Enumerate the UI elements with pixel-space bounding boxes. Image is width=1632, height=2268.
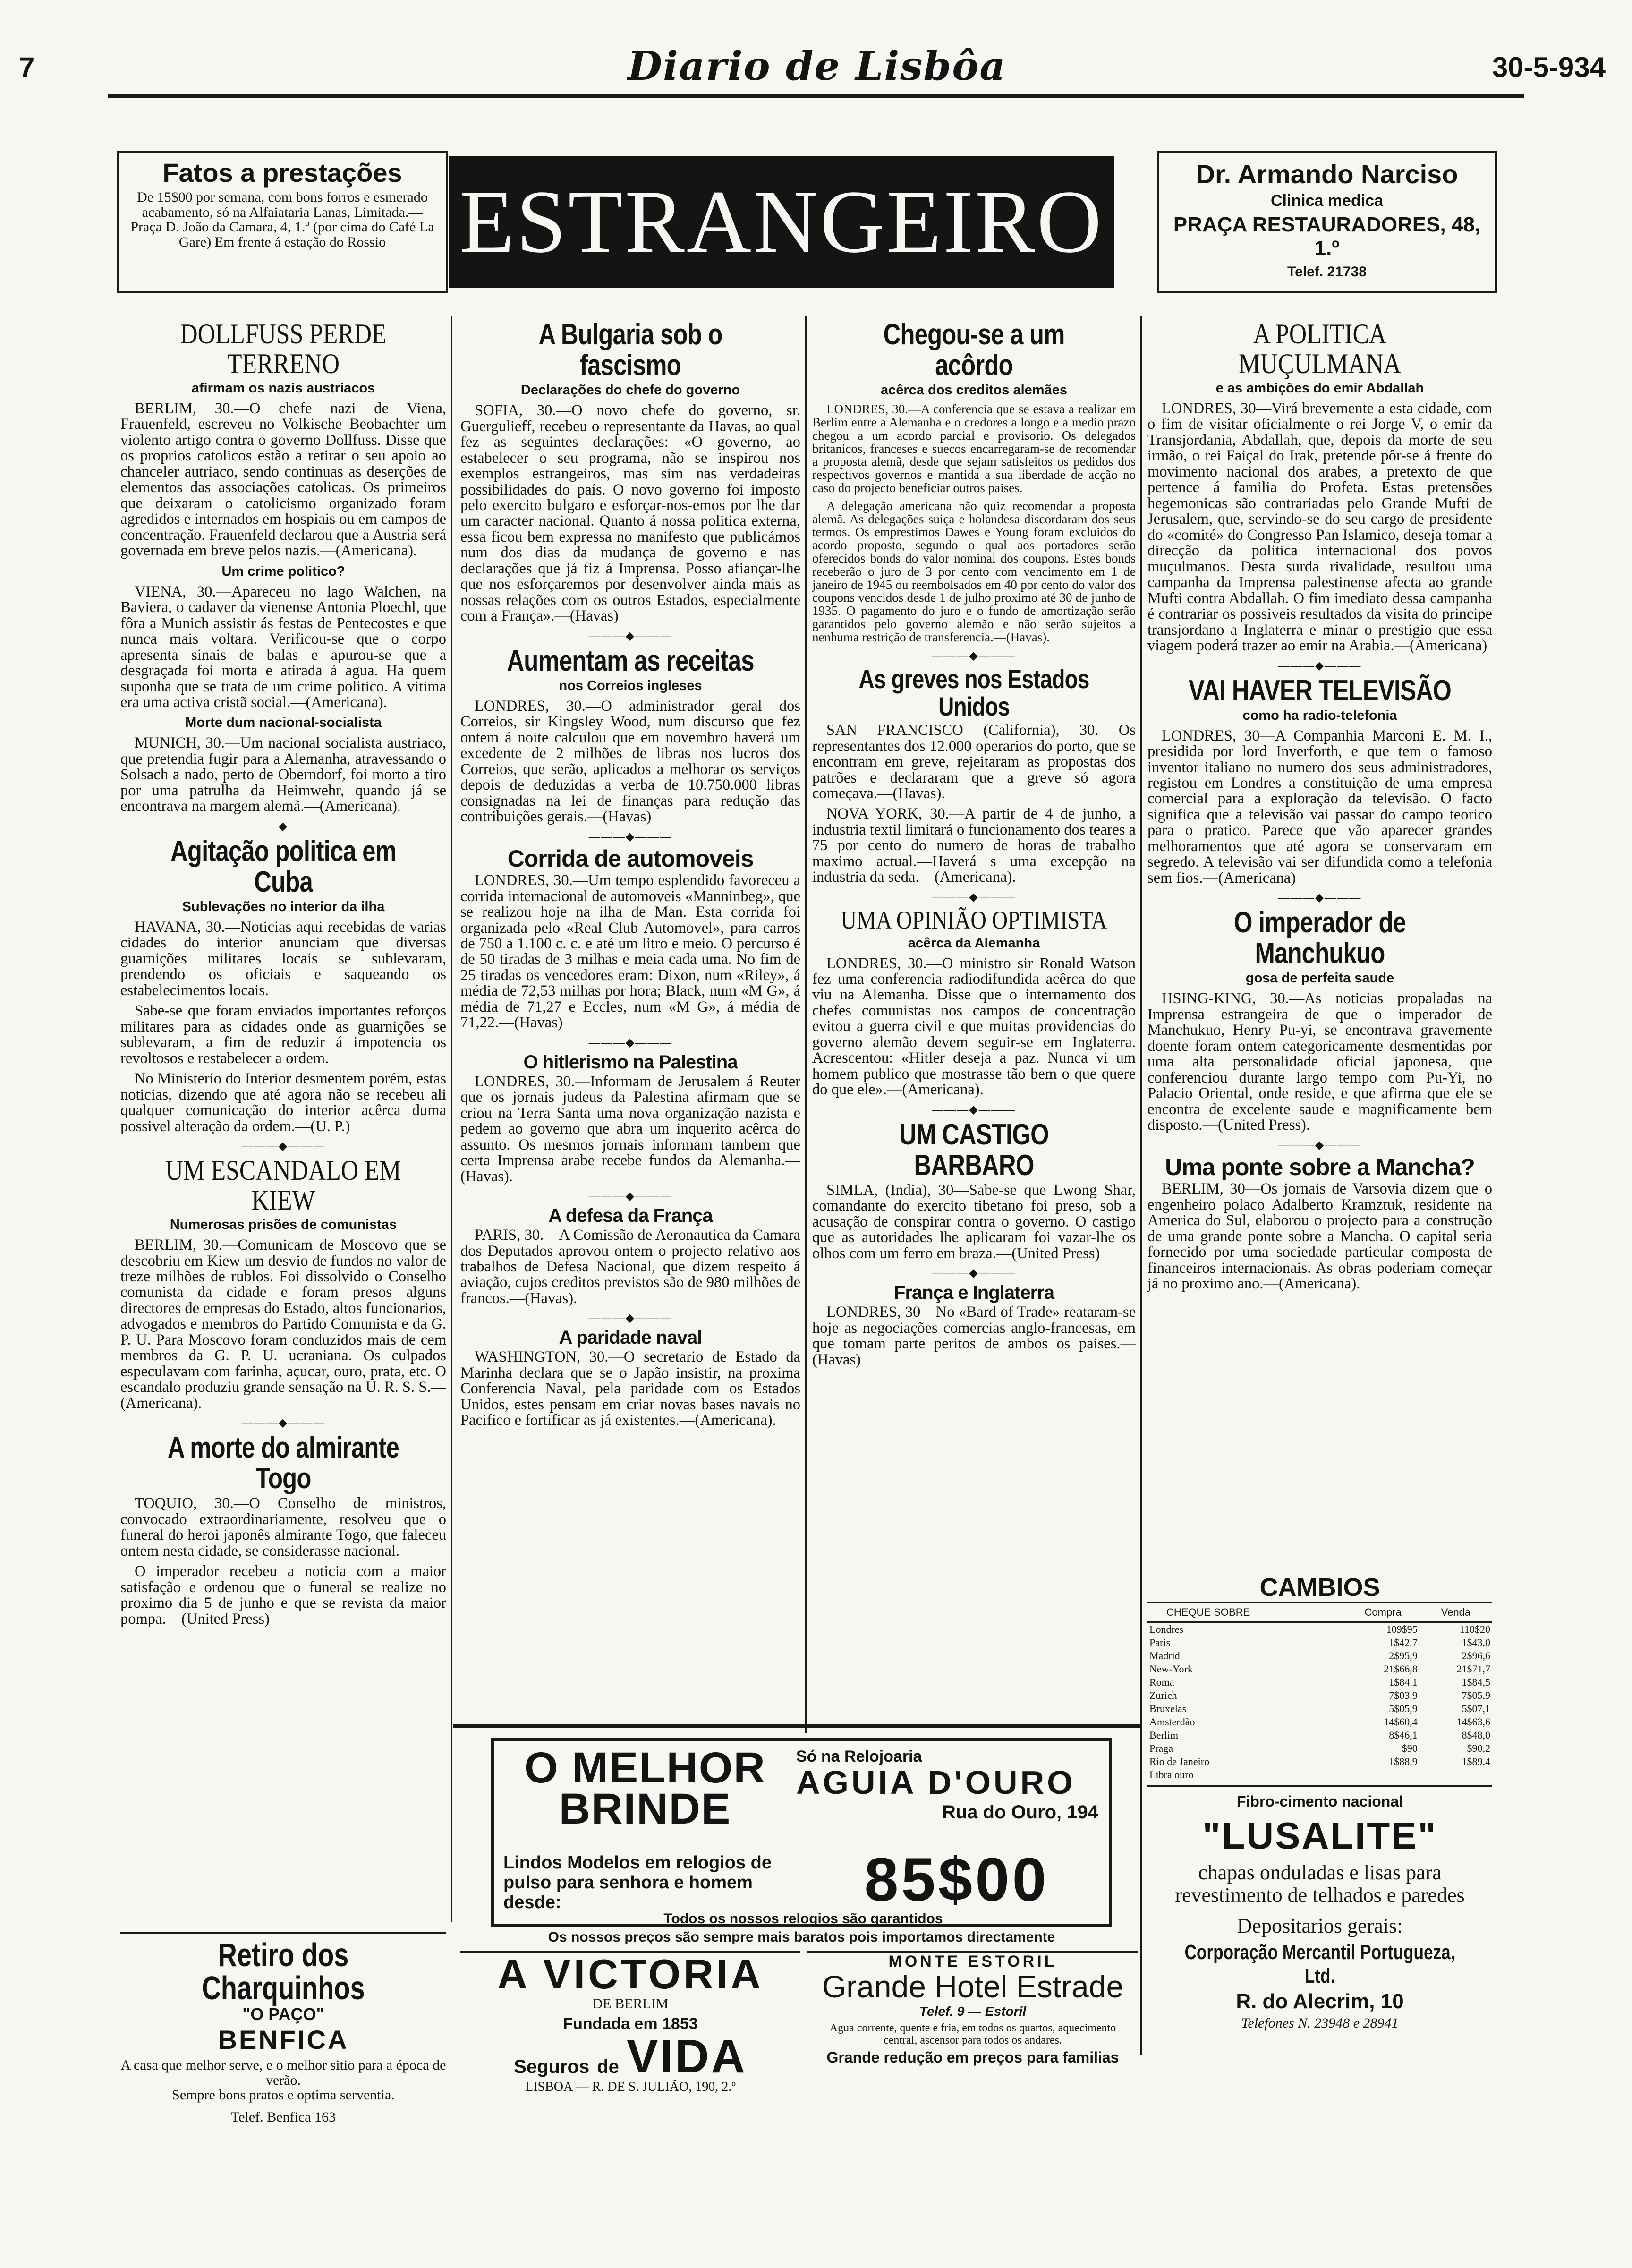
separator: ———◆——— xyxy=(241,1140,325,1153)
ad-relojoaria-address: Rua do Ouro, 194 xyxy=(942,1802,1098,1823)
separator: ———◆——— xyxy=(588,630,672,642)
cambios-row xyxy=(1148,1689,1492,1702)
cambios-row xyxy=(1148,1649,1492,1663)
headline: As greves nos Estados Unidos xyxy=(858,664,1089,722)
separator: ———◆——— xyxy=(588,1312,672,1325)
cambios-venda: 5$07,1 xyxy=(1462,1703,1490,1714)
headline: A morte do almirante Togo xyxy=(167,1432,400,1495)
article-body: SIMLA, (India), 30—Sabe-se que Lwong Shar, comandante do exercito tibetano foi preso, sob a acusação de conspirar contra o governo. O castigo que as autoridades lhe aplicaram foi vazar-lhe os olhos com um ferro em braza.—(United Press) xyxy=(812,1181,1136,1262)
article-body: MUNICH, 30.—Um nacional socialista austriaco, que pretendia fugir para a Alemanha, atravessando o Solsach a nado, perto de Oberndorf, foi morto a tiro por uma patrulha da Heimwehr, quando já se encontrava na margem alemã.—(Americana). xyxy=(120,734,446,815)
ad-charquinhos-body1: A casa que melhor serve, e o melhor sitio para a época de verão. xyxy=(120,2057,446,2088)
headline: Chegou-se a um acôrdo xyxy=(883,318,1065,382)
cambios-city: Praga xyxy=(1149,1742,1173,1754)
ad-lusalite-phones: Telefones N. 23948 e 28941 xyxy=(1241,2015,1399,2031)
ad-victoria-name: A VICTORIA xyxy=(497,1951,764,1997)
cambios-row xyxy=(1148,1768,1492,1782)
subheadline: Um crime politico? xyxy=(221,563,345,579)
cambios-compra: 7$03,9 xyxy=(1389,1689,1418,1701)
page-number: 7 xyxy=(19,51,35,83)
cambios-venda: 110$20 xyxy=(1459,1623,1490,1635)
column-rule-3 xyxy=(1140,316,1142,2055)
cambios-venda: 1$84,5 xyxy=(1462,1676,1490,1688)
ad-estoril-promo: Grande redução em preços para familias xyxy=(826,2048,1119,2066)
separator: ———◆——— xyxy=(241,1417,325,1430)
cambios-row xyxy=(1148,1676,1492,1689)
cambios-city: New-York xyxy=(1149,1663,1193,1675)
cambios-venda: $90,2 xyxy=(1467,1742,1490,1754)
headline: A POLITICA MUÇULMANA xyxy=(1238,318,1402,379)
separator: ———◆——— xyxy=(932,1267,1016,1280)
headline: UMA OPINIÃO OPTIMISTA xyxy=(841,905,1107,934)
article-defesa-franca xyxy=(460,1206,800,1306)
ad-estoril-tel: Telef. 9 — Estoril xyxy=(919,2004,1027,2019)
headline: A defesa da França xyxy=(548,1205,713,1227)
cambios-compra: 1$88,9 xyxy=(1389,1756,1418,1767)
cambios-table xyxy=(1148,1602,1492,1782)
article-body: PARIS, 30.—A Comissão de Aeronautica da Camara dos Deputados aprovou ontem o projecto relativo aos trabalhos de Defesa Nacional, que dizem respeito á aviação, cujos creditos previstos são de 980 milhões de francos.—(Havas). xyxy=(460,1227,800,1307)
subheadline: Numerosas prisões de comunistas xyxy=(170,1217,397,1233)
column-3 xyxy=(812,316,1136,1729)
headline: Corrida de automoveis xyxy=(507,845,754,872)
headline: Agitação politica em Cuba xyxy=(170,835,397,898)
ad-charquinhos-title: Retiro dos Charquinhos xyxy=(202,1936,365,2006)
headline: UM CASTIGO BARBARO xyxy=(899,1118,1049,1182)
ad-lusalite-address: R. do Alecrim, 10 xyxy=(1236,1989,1404,2013)
separator: ———◆——— xyxy=(932,1103,1016,1116)
separator: ———◆——— xyxy=(588,830,672,843)
cambios-city: Bruxelas xyxy=(1149,1703,1187,1714)
cambios-row xyxy=(1148,1715,1492,1729)
ad-estoril-name: Grande Hotel Estrade xyxy=(822,1969,1124,2004)
article-manchukuo xyxy=(1148,907,1492,1133)
masthead-rule xyxy=(108,94,1524,98)
article-body: VIENA, 30.—Apareceu no lago Walchen, na Baviera, o cadaver da vienense Antonia Ploechl, que fôra a Munich assistir ás festas de Pentecostes e que nunca mais voltara. Verificou-se que o corpo apresenta sinais de balas e apurou-se que a desgraçada foi morta e atirada á agua. Ha quem suponha que se trata de um crime politico. A vitima era uma activa cristã social.—(Americana). xyxy=(120,583,446,711)
article-opiniao xyxy=(812,907,1136,1098)
column-4 xyxy=(1148,316,1492,1606)
article-body: LONDRES, 30.—A conferencia que se estava a realizar em Berlim entre a Alemanha e o credores a longo e a medio prazo chegou a um acordo parcial e provisorio. Os delegados britanicos, franceses e suecos encarregaram-se de recomendar a proposta alemã, desde que sejam satisfeitos os pedidos dos respectivos governos e mantida a sua liberdade de acção no caso do projecto beneficiar outros paises. xyxy=(812,402,1136,495)
article-bulgaria xyxy=(460,319,800,624)
cambios-city: Berlim xyxy=(1149,1729,1179,1741)
article-palestina xyxy=(460,1052,800,1185)
ad-victoria-seguros: Seguros xyxy=(514,2056,590,2078)
ad-victoria-vida: VIDA xyxy=(626,2030,747,2083)
article-body: HAVANA, 30.—Noticias aqui recebidas de varias cidades do interior anunciam que diversas guarnições militares locais se sublevaram, prendendo os oficiais e saqueando os estabelecimentos locais. xyxy=(120,918,446,999)
cambios-city: Libra ouro xyxy=(1149,1769,1194,1781)
separator: ———◆——— xyxy=(932,649,1016,662)
headline: UM ESCANDALO EM KIEW xyxy=(165,1155,401,1216)
article-politica-muculmana xyxy=(1148,319,1492,654)
article-body: LONDRES, 30.—Um tempo esplendido favoreceu a corrida internacional de automoveis «Manninbeg», que se realizou hoje na ilha de Man. Esta corrida foi organizada pelo «Real Club Automovel», para carros de 750 a 1.100 c. c. e até um litro e meio. O percurso é de 50 tiradas de 3 milhas e meia cada uma. No fim de 25 tiradas os vencedores eram: Dixon, num «Riley», á média de 72,53 milhas por hora; Black, num «M G», á média de 71,27 e Eccles, num «M G», á média de 71,22.—(Havas) xyxy=(460,872,800,1032)
ad-dr-narciso xyxy=(1157,151,1497,293)
cambios-row xyxy=(1148,1729,1492,1742)
article-body: LONDRES, 30.—O administrador geral dos Correios, sir Kingsley Wood, num discurso que fez ontem á noite calculou que em novembro haverá um excedente de 2 milhões de libras nos lucros dos Correios, que serão, aplicados a melhorar os serviços depois de deduzidas a verba de 10.750.000 libras consignadas na lei de finanças para redução das contribuições gerais.—(Havas) xyxy=(460,697,800,826)
column-rule-1 xyxy=(451,316,452,1922)
ad-lusalite-name: "LUSALITE" xyxy=(1202,1815,1437,1857)
article-body: LONDRES, 30—No «Bard of Trade» reataram-se hoje as negociações comercias anglo-francesas, em que tomam parte peritos de ambos os paises.—(Havas) xyxy=(812,1304,1136,1368)
ad-narciso-line1: Clinica medica xyxy=(1270,191,1384,210)
ad-lusalite xyxy=(1148,1785,1492,2088)
ad-victoria xyxy=(460,1951,800,2095)
article-body: Sabe-se que foram enviados importantes reforços militares para as cidades onde as guarnições se sublevaram, a fim de reduzir á impotencia os revoltosos e restabelecer a ordem. xyxy=(120,1002,446,1067)
article-body: SOFIA, 30.—O novo chefe do governo, sr. Guergulieff, recebeu o representante da Havas, ao qual fez as seguintes declarações:—«O governo, ao estabelecer o seu programa, não se inspirou nos exemplos estrangeiros, mas sim nas verdadeiras possibilidades do país. O novo governo foi imposto pelo exercito bulgaro e esforçar-nos-emos por lhe dar um caracter nacional. Quanto á nossa politica externa, essa ficou bem expressa no manifesto que publicámos num dos dias da mudança de governo e nas declarações que já fiz á Imprensa. Posso afiançar-lhe que nos esforçaremos por desenvolver ainda mais as nossas relações com os outros Estados, especialmente com a França».—(Havas) xyxy=(460,402,800,625)
separator: ———◆——— xyxy=(588,1036,672,1049)
article-receitas xyxy=(460,646,800,825)
ad-victoria-line1: DE BERLIM xyxy=(592,1996,669,2012)
article-body: No Ministerio do Interior desmentem porém, estas noticias, dizendo que até agora não se recebeu ali qualquer comunicação do interior acêrca duma possivel alteração da ordem.—(U. P.) xyxy=(120,1070,446,1135)
article-greves xyxy=(812,665,1136,886)
headline: VAI HAVER TELEVISÃO xyxy=(1189,674,1451,707)
separator: ———◆——— xyxy=(1278,892,1362,904)
ad-relojoaria-footer2: Os nossos preços são sempre mais baratos pois importamos directamente xyxy=(548,1929,1055,1945)
article-televisao xyxy=(1148,675,1492,887)
cambios-row xyxy=(1148,1702,1492,1715)
cambios-title: CAMBIOS xyxy=(1259,1573,1380,1602)
ad-hotel-estrade xyxy=(808,1951,1138,2088)
cambios-city: Londres xyxy=(1149,1623,1184,1635)
issue-date: 30-5-934 xyxy=(1492,51,1606,83)
article-body: LONDRES, 30—A Companhia Marconi E. M. I., presidida por lord Inverforth, e que tem o famoso inventor italiano no numero dos seus administradores, registou em Londres a constituição de uma empresa comercial para a exploração da televisão. O facto significa que a televisão vai passar do campo teorico para o pratico. Parece que vão aparecer grandes melhoramentos que até agora se conservaram em segredo. A televisão vai ser difundida como a telefonia sem fios.—(Americana) xyxy=(1148,727,1492,887)
newspaper-title: Diario de Lisbôa xyxy=(628,43,1006,89)
headline: A Bulgaria sob o fascismo xyxy=(538,318,722,382)
headline: Uma ponte sobre a Mancha? xyxy=(1165,1153,1475,1180)
ad-charquinhos-sub2: BENFICA xyxy=(218,2025,349,2055)
subheadline: Morte dum nacional-socialista xyxy=(185,715,382,731)
article-castigo xyxy=(812,1119,1136,1262)
section-banner: ESTRANGEIRO xyxy=(449,156,1114,288)
cambios-header: CHEQUE SOBRE xyxy=(1148,1603,1347,1622)
cambios-compra: 1$42,7 xyxy=(1389,1637,1418,1648)
article-body: LONDRES, 30.—Informam de Jerusalem á Reuter que os jornais judeus da Palestina afirmam que se criou na Terra Santa uma nova organização nazista e pedem ao governo que abra um inquerito acêrca do assunto. Os mesmos jornais informam tambem que certa Imprensa arabe recebe fundos da Alemanha.—(Havas). xyxy=(460,1073,800,1185)
column-2 xyxy=(460,316,800,1729)
ad-relojoaria xyxy=(491,1738,1112,1927)
cambios-compra: 2$95,9 xyxy=(1389,1650,1418,1662)
subheadline: gosa de perfeita saude xyxy=(1245,971,1394,986)
article-cuba xyxy=(120,836,446,1134)
ad-top-rule xyxy=(453,1724,1140,1728)
cambios-city: Madrid xyxy=(1149,1650,1180,1662)
cambios-header: Venda xyxy=(1420,1603,1492,1622)
ad-fatos-prestacoes xyxy=(117,151,448,293)
cambios-venda: 21$71,7 xyxy=(1456,1663,1490,1675)
subheadline: e as ambições do emir Abdallah xyxy=(1216,381,1424,396)
article-body: WASHINGTON, 30.—O secretario de Estado da Marinha declara que se o Japão insistir, na proxima Conferencia Naval, pela paridade com os Estados Unidos, estes pensam em criar novas bases navais no Pacifico e fortificar as já existentes.—(Americana). xyxy=(460,1348,800,1429)
ad-estoril-body: Agua corrente, quente e fria, em todos os quartos, aquecimento central, ascensor para todos os andares. xyxy=(829,2022,1116,2047)
headline: França e Inglaterra xyxy=(894,1282,1054,1304)
ad-narciso-name: Dr. Armando Narciso xyxy=(1196,159,1458,189)
article-ponte-mancha xyxy=(1148,1155,1492,1292)
article-body: A delegação americana não quiz recomendar a proposta alemã. As delegações suiça e holandesa discordaram dos seus termos. Os emprestimos Dawes e Young foram excluidos do acordo proposto, segundo o qual aos portadores serão oferecidos bonds do valor nominal dos coupons. Estes bonds receberão o juro de 3 por cento com vencimento em 1 de janeiro de 1945 ou reembolsados em 40 por cento do valor dos coupons vencidos desde 1 de julho proximo até 30 de junho de 1935. O pagamento do juro e o fundo de amortização serão garantidos pelo governo alemão e não serão sujeitos a nenhuma restrição de transferencia.—(Havas). xyxy=(812,498,1136,644)
ad-narciso-line2: PRAÇA RESTAURADORES, 48, 1.º xyxy=(1173,213,1481,260)
article-togo xyxy=(120,1432,446,1627)
cambios-compra: 1$84,1 xyxy=(1389,1676,1418,1688)
ad-relojoaria-headline1: O MELHOR xyxy=(524,1744,766,1792)
ad-victoria-line2: Fundada em 1853 xyxy=(563,2015,698,2033)
article-dollfuss xyxy=(120,319,446,815)
column-1 xyxy=(120,316,446,1918)
separator: ———◆——— xyxy=(1278,659,1362,672)
cambios-row xyxy=(1148,1622,1492,1637)
ad-narciso-line3: Telef. 21738 xyxy=(1287,264,1367,280)
headline: A paridade naval xyxy=(559,1327,702,1348)
cambios-compra: 14$60,4 xyxy=(1384,1716,1418,1728)
headline: Aumentam as receitas xyxy=(507,644,754,677)
cambios-table-block xyxy=(1148,1573,1492,1781)
cambios-venda: 7$05,9 xyxy=(1462,1689,1490,1701)
cambios-row xyxy=(1148,1636,1492,1649)
cambios-city: Paris xyxy=(1149,1637,1170,1648)
ad-retiro-charquinhos xyxy=(120,1932,446,2125)
separator: ———◆——— xyxy=(588,1190,672,1203)
separator: ———◆——— xyxy=(932,891,1016,904)
ad-lusalite-top: Fibro-cimento nacional xyxy=(1236,1793,1403,1810)
ad-victoria-address: LISBOA — R. DE S. JULIÃO, 190, 2.º xyxy=(525,2080,736,2095)
separator: ———◆——— xyxy=(1278,1139,1362,1151)
subheadline: Sublevações no interior da ilha xyxy=(182,899,385,914)
ad-charquinhos-tel: Telef. Benfica 163 xyxy=(231,2109,336,2125)
cambios-venda: 1$43,0 xyxy=(1462,1637,1490,1648)
cambios-venda: 2$96,6 xyxy=(1462,1650,1490,1662)
cambios-venda: 8$48,0 xyxy=(1462,1729,1490,1741)
cambios-compra: 5$05,9 xyxy=(1389,1703,1418,1714)
cambios-row xyxy=(1148,1742,1492,1755)
cambios-city: Rio de Janeiro xyxy=(1149,1756,1210,1767)
subheadline: afirmam os nazis austriacos xyxy=(191,381,375,396)
subheadline: como ha radio-telefonia xyxy=(1242,708,1397,723)
ad-estoril-top: MONTE ESTORIL xyxy=(888,1953,1057,1970)
article-body: BERLIM, 30.—O chefe nazi de Viena, Frauenfeld, escreveu no Volkische Beobachter um violento artigo contra o governo Dollfuss. Disse que os proprios catolicos estão a retirar o seu apoio ao chanceler autriaco, sendo continuas as deserções de elementos das associações catolicas. Os primeiros que deixaram o catolicismo organizado foram agredidos e internados em hospiais ou em campos de concentração. Frauenfeld declarou que a Austria será governada em breve pelos nazis.—(Americana). xyxy=(120,400,446,560)
cambios-city: Zurich xyxy=(1149,1689,1177,1701)
cambios-header: Compra xyxy=(1347,1603,1420,1622)
cambios-venda: 14$63,6 xyxy=(1456,1716,1490,1728)
cambios-compra: 21$66,8 xyxy=(1384,1663,1418,1675)
article-body: BERLIM, 30—Os jornais de Varsovia dizem que o engenheiro polaco Adalberto Kramztuk, residente na America do Sul, elaborou o projecto para a construção de uma grande ponte sobre a Mancha. O capital seria fornecido por uma sociedade particular composta de financeiros internacionais. As obras poderiam começar já no proximo ano.—(Americana). xyxy=(1148,1180,1492,1292)
headline: O hitlerismo na Palestina xyxy=(523,1051,738,1073)
headline: O imperador de Manchukuo xyxy=(1233,906,1406,970)
subheadline: acêrca dos creditos alemães xyxy=(881,383,1067,398)
ad-relojoaria-shop-prefix: Só na Relojoaria xyxy=(796,1748,922,1765)
cambios-city: Roma xyxy=(1149,1676,1174,1688)
ad-relojoaria-headline2: BRINDE xyxy=(559,1785,731,1833)
article-body: O imperador recebeu a noticia com a maior satisfação e ordenou que o funeral se realize no proximo dia 5 de junho e que se revista da maior pompa.—(United Press) xyxy=(120,1563,446,1628)
article-body: SAN FRANCISCO (California), 30. Os representantes dos 12.000 operarios do porto, que se encontram em greve, rejeitaram as propostas dos patrões e declararam que a greve só agora começava.—(Havas). xyxy=(812,722,1136,802)
cambios-row xyxy=(1148,1755,1492,1768)
ad-relojoaria-shop-name: AGUIA D'OURO xyxy=(796,1764,1076,1801)
article-body: NOVA YORK, 30.—A partir de 4 de junho, a industria textil limitará o funcionamento dos teares a 75 por cento do numero de horas de trabalho maximo actual.—Haverá s uma excepção na industria da seda.—(Americana). xyxy=(812,805,1136,886)
ad-fatos-title: Fatos a prestações xyxy=(162,158,402,188)
article-body: HSING-KING, 30.—As noticias propaladas na Imprensa estrangeira de que o imperador de Manchukuo, Henry Pu-yi, se encontrava gravemente doente foram ontem categoricamente desmentidas por uma alta personalidade oficial japonesa, que conferenciou durante largo tempo com Pu-Yi, no Palacio Oriental, onde reside, e que afirma que ele se encontra de excelente saude e magnificamente bem disposto.—(United Press). xyxy=(1148,990,1492,1134)
ad-fatos-body: De 15$00 por semana, com bons forros e esmerado acabamento, só na Alfaiataria Lanas, Limitada.—Praça D. João da Camara, 4, 1.º (por cima do Café La Gare) Em frente á estação do Rossio xyxy=(130,189,434,250)
subheadline: nos Correios ingleses xyxy=(559,678,702,693)
cambios-compra xyxy=(1347,1768,1420,1782)
article-franca-inglaterra xyxy=(812,1283,1136,1368)
cambios-compra: 109$95 xyxy=(1386,1623,1418,1635)
subheadline: acêrca da Alemanha xyxy=(908,935,1040,951)
ad-victoria-de: de xyxy=(597,2056,619,2078)
ad-relojoaria-models: Lindos Modelos em relogios de pulso para senhora e homem desde: xyxy=(503,1853,772,1912)
column-rule-2 xyxy=(805,316,807,1733)
ad-relojoaria-footer1: Todos os nossos relogios são garantidos xyxy=(663,1911,943,1927)
article-body: BERLIM, 30.—Comunicam de Moscovo que se descobriu em Kiew um desvio de fundos no valor de treze milhões de rublos. Foi dissolvido o Conselho comunista da cidade e foram presos alguns directores de empresas do Estado, altos funcionarios, advogados e membros do Partido Comunista e da G. P. U. Para Moscovo foram conduzidos mais de cem membros da G. P. U. ucraniana. Os culpados especulavam com farinha, açucar, ouro, prata, etc. O escandalo produziu grande sensação na U. R. S. S.—(Americana). xyxy=(120,1236,446,1412)
ad-charquinhos-body2: Sempre bons pratos e optima serventia. xyxy=(172,2087,395,2103)
article-body: LONDRES, 30—Virá brevemente a esta cidade, com o fim de visitar oficialmente o rei Jorge V, o emir da Transjordania, Abdallah, que, depois da morte de seu irmão, o rei Faiçal do Irak, pretende pôr-se á frente do movimento nacional dos arabes, a pretexto de que pertence á familia do Profeta. Estas pretensões hegemonicas são contrariadas pelo Grande Mufti de Jerusalem, que, servindo-se do seu cargo de presidente do «comité» do Congresso Pan Islamico, deseja tomar a direcção da politica internacional dos povos muçulmanos. Desta surda rivalidade, resultou uma campanha da Imprensa palestinense afecta ao grande Mufti contra Abdallah. O fim imediato dessa campanha é contrariar os possiveis resultados da visita do principe transjordano a Inglaterra e minar o prestigio que essa viagem poderá trazer ao emir na Arabia.—(Americana) xyxy=(1148,400,1492,655)
cambios-city: Amsterdão xyxy=(1149,1716,1195,1728)
article-automoveis xyxy=(460,846,800,1031)
ad-relojoaria-price: 85$00 xyxy=(864,1845,1049,1914)
ad-lusalite-line1: chapas onduladas e lisas para revestimento de telhados e paredes xyxy=(1175,1861,1465,1907)
ad-lusalite-dep: Depositarios gerais: xyxy=(1237,1914,1403,1937)
separator: ———◆——— xyxy=(241,820,325,833)
article-kiew xyxy=(120,1156,446,1411)
cambios-venda xyxy=(1420,1768,1492,1782)
ad-lusalite-company: Corporação Mercantil Portugueza, Ltd. xyxy=(1184,1940,1455,1987)
article-acordo xyxy=(812,319,1136,644)
cambios-row xyxy=(1148,1663,1492,1676)
ad-charquinhos-sub1: "O PAÇO" xyxy=(242,2004,324,2024)
cambios-compra: $90 xyxy=(1402,1742,1418,1754)
headline: DOLLFUSS PERDE TERRENO xyxy=(180,318,387,379)
cambios-compra: 8$46,1 xyxy=(1389,1729,1418,1741)
subheadline: Declarações do chefe do governo xyxy=(520,383,740,398)
article-body: TOQUIO, 30.—O Conselho de ministros, convocado extraordinariamente, resolveu que o funeral do heroi japonês almirante Togo, que faleceu ontem nesta cidade, se considerasse nacional. xyxy=(120,1495,446,1560)
article-paridade-naval xyxy=(460,1328,800,1428)
article-body: LONDRES, 30.—O ministro sir Ronald Watson fez uma conferencia radiodifundida acêrca do que viu na Alemanha. Disse que o internamento dos chefes comunistas nos campos de concentração evitou a guerra civil e que muitas providencias do governo alemão devem seguir-se em Inglaterra. Acrescentou: «Hitler deseja a paz. Nunca vi um homem publico que mostrasse tão bem o que quere do que ele».—(Americana). xyxy=(812,955,1136,1099)
cambios-venda: 1$89,4 xyxy=(1462,1756,1490,1767)
